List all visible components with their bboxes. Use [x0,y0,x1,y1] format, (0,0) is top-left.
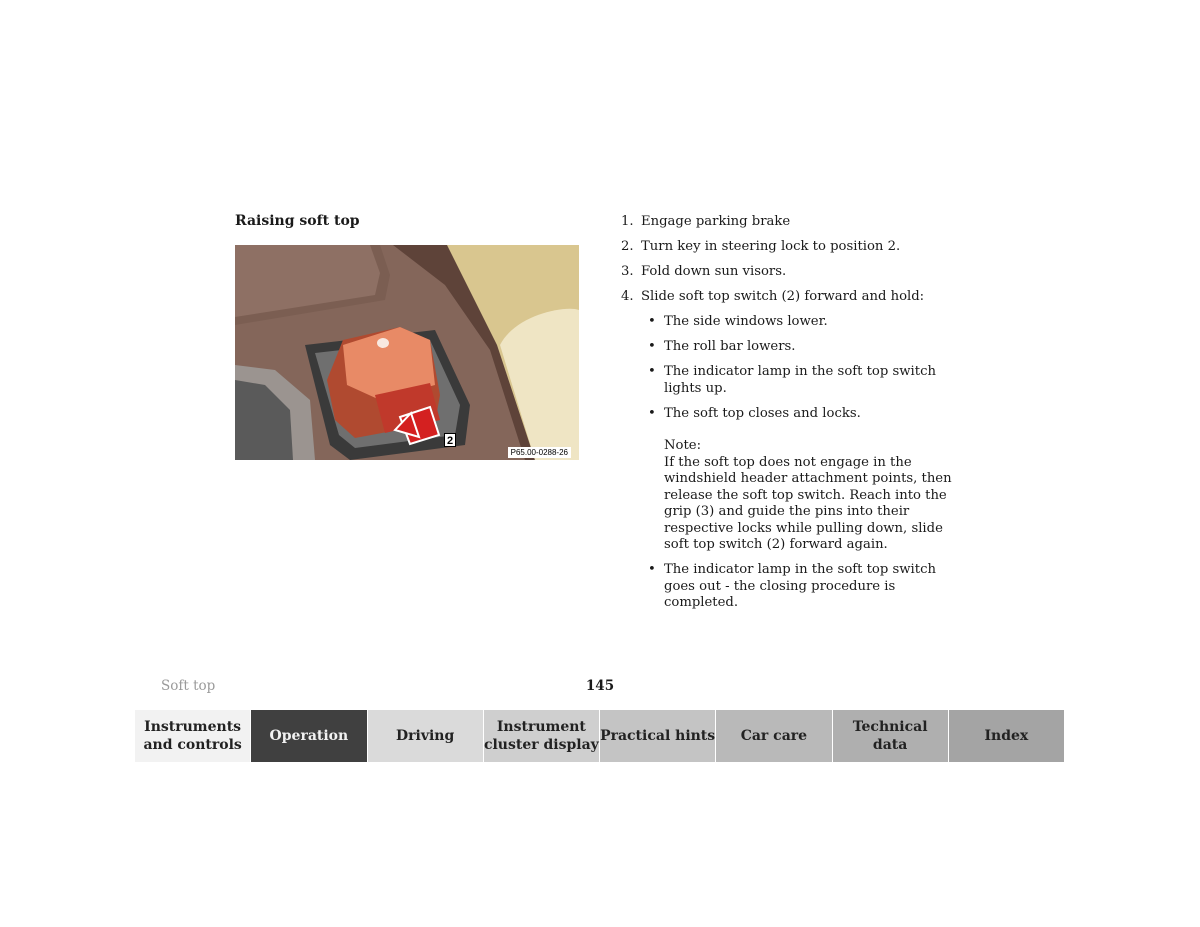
step-3: 3. Fold down sun visors. [621,264,787,279]
step-1: 1. Engage parking brake [621,214,791,229]
note-text: If the soft top does not engage in the windshield header attachment points, then release the soft top switch. Reach into the grip (3) and guide the pins into their respective locks while pulling down, slide soft top switch (2) forward again. [664,454,952,552]
page-number: 145 [585,678,615,694]
step-4-results [641,314,966,422]
list-item: • The soft top closes and locks. [648,405,861,421]
tab-operation[interactable]: Operation [251,710,367,762]
footer-section-name: Soft top [161,678,216,694]
list-item: • The indicator lamp in the soft top switch lights up. [648,364,936,396]
procedure-steps [621,214,966,620]
chapter-tabs [135,710,1064,762]
tab-instrument-cluster-display[interactable]: Instrument cluster display [484,710,600,762]
soft-top-switch-illustration [235,245,579,460]
step-4: 4. Slide soft top switch (2) forward and hold: • The side windows lower. • The roll bar lowers. • The indicator lamp in the soft top switch lights up. • The soft top closes and locks. Note: If the soft top does not engage in the windshield header attachment points, then release the soft top switch. Reach into the grip (3) and guide the pins into their respective locks while pulling down, slide soft top switch (2) forward again. • The indicator lamp in the soft top switch goes out - the closing procedure is completed. [621,289,966,612]
tab-technical-data[interactable]: Technical data [833,710,949,762]
final-result [641,562,966,612]
tab-driving[interactable]: Driving [368,710,484,762]
tab-practical-hints[interactable]: Practical hints [600,710,716,762]
tab-car-care[interactable]: Car care [716,710,832,762]
list-item: • The roll bar lowers. [648,339,796,354]
tab-instruments-and-controls[interactable]: Instruments and controls [135,710,251,762]
callout-2-label: 2 [444,433,456,447]
note-label: Note: [664,438,702,453]
note-block [641,438,966,554]
tab-index[interactable]: Index [949,710,1064,762]
figure-code: P65.00-0288-26 [508,447,571,458]
step-2: 2. Turn key in steering lock to position 2. [621,239,901,254]
illustration-graphic [235,245,579,460]
list-item: • The side windows lower. [648,314,828,329]
section-heading: Raising soft top [235,213,360,229]
list-item: • The indicator lamp in the soft top switch goes out - the closing procedure is completed. [648,562,936,610]
